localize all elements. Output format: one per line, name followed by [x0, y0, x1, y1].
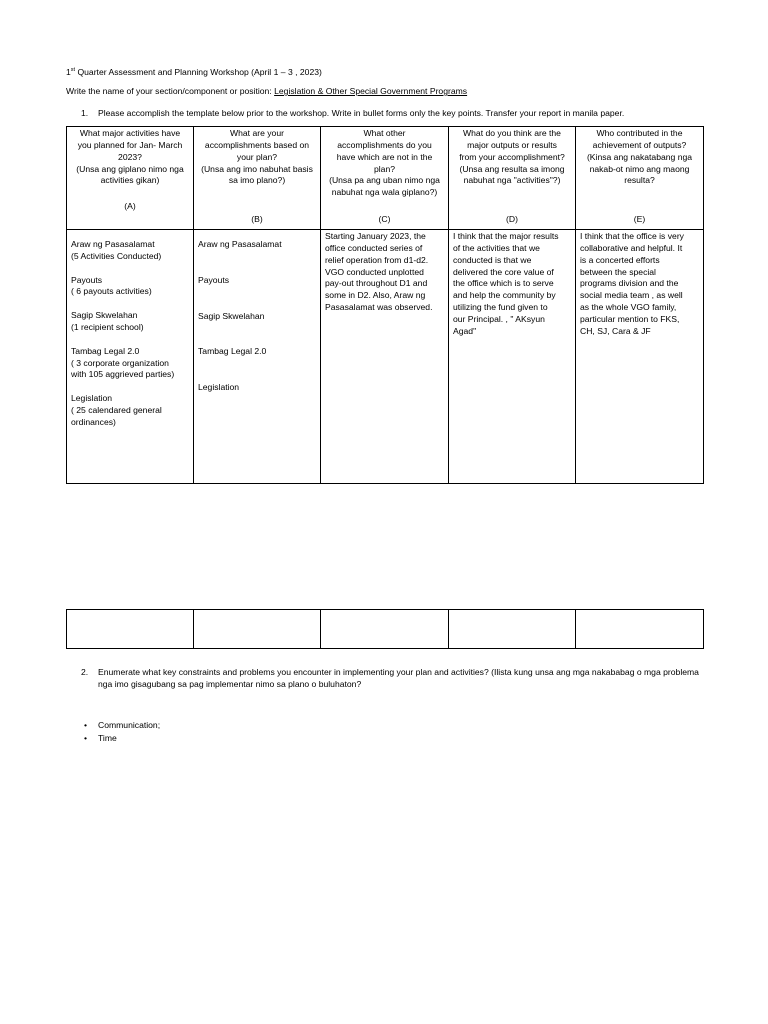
- planning-template-table: [66, 126, 704, 484]
- header-cell-a: [67, 127, 194, 230]
- question-1-number: 1.: [81, 108, 89, 118]
- header-question-b: What are your accomplishments based on your plan? (Unsa ang imo nabuhat basis sa imo plano?): [201, 128, 313, 186]
- header-cell-b: [194, 127, 321, 230]
- empty-template-row: [66, 609, 704, 649]
- answer-text-a: Araw ng Pasasalamat (5 Activities Conducted) Payouts ( 6 payouts activities) Sagip Skwelahan (1 recipient school) Tambag Legal 2.0 ( 3 corporate organization with 105 aggrieved parties) Legislation ( 25 calendared general ordinances): [71, 239, 175, 427]
- header-question-e: Who contributed in the achievement of outputs? (Kinsa ang nakatabang nga nakab-ot nimo ang maong resulta?: [586, 128, 693, 186]
- header-cell-d: [449, 127, 576, 230]
- column-letter-c: (C): [378, 214, 391, 224]
- question-2-text: Enumerate what key constraints and problems you encounter in implementing your plan and activities? (Ilista kung unsa ang mga nakababag o mga problema nga imo gisagubang sa pag implementar nimo sa plano o buluhaton?: [98, 667, 699, 689]
- title-ordinal-suffix: st: [70, 67, 76, 74]
- empty-cell-c: [321, 610, 449, 649]
- answer-text-d: I think that the major results of the activities that we conducted is that we delivered the core value of the office which is to serve and help the community by utilizing the fund given to our Principal. , " AKsyun Agad": [453, 231, 559, 336]
- empty-cell-a: [67, 610, 194, 649]
- workshop-title: [66, 67, 322, 79]
- column-letter-e: (E): [633, 214, 646, 224]
- answer-cell-a: [67, 230, 194, 484]
- question-1-text: Please accomplish the template below prior to the workshop. Write in bullet forms only the key points. Transfer your report in manila paper.: [98, 108, 625, 118]
- table-answer-row: [67, 230, 704, 484]
- empty-cell-b: [194, 610, 321, 649]
- bullet-icon: •: [84, 720, 88, 730]
- constraint-text: Communication;: [98, 720, 161, 730]
- answer-cell-e: [576, 230, 704, 484]
- answer-cell-d: [449, 230, 576, 484]
- bullet-icon: •: [84, 733, 88, 743]
- answer-cell-b: [194, 230, 321, 484]
- question-2-number: 2.: [81, 667, 89, 677]
- answer-text-e: I think that the office is very collaborative and helpful. It is a concerted efforts between the special programs division and the social media team , as well as the whole VGO family, particular mention to FKS, CH, SJ, Cara & JF: [580, 231, 684, 336]
- column-letter-a: (A): [124, 201, 136, 211]
- answer-text-b: Araw ng Pasasalamat Payouts Sagip Skwelahan Tambag Legal 2.0 Legislation: [198, 239, 282, 392]
- constraint-item: [80, 720, 160, 733]
- empty-cell-e: [576, 610, 704, 649]
- column-letter-d: (D): [506, 214, 518, 224]
- table-header-row: [67, 127, 704, 230]
- header-question-d: What do you think are the major outputs or results from your accomplishment? (Unsa ang resulta sa imong nabuhat nga "activities"?): [459, 128, 565, 186]
- header-question-a: What major activities have you planned for Jan- March 2023? (Unsa ang giplano nimo nga activities gikan): [76, 128, 184, 186]
- answer-text-c: Starting January 2023, the office conducted series of relief operation from d1-d2. VGO conducted unplotted pay-out throughout D1 and some in D2. Also, Araw ng Pasasalamat was observed.: [325, 231, 433, 313]
- column-letter-b: (B): [251, 214, 263, 224]
- empty-cell-d: [449, 610, 576, 649]
- header-cell-c: [321, 127, 449, 230]
- section-prompt: Write the name of your section/component or position:: [66, 86, 275, 96]
- title-number: 1: [66, 67, 71, 77]
- section-line: [66, 86, 467, 98]
- header-question-c: What other accomplishments do you have which are not in the plan? (Unsa pa ang uban nimo nga nabuhat nga wala giplano?): [329, 128, 440, 198]
- section-value: Legislation & Other Special Government Programs: [274, 86, 468, 96]
- title-text: Quarter Assessment and Planning Workshop (April 1 – 3 , 2023): [75, 67, 322, 77]
- constraint-item: [80, 733, 160, 746]
- constraint-text: Time: [98, 733, 117, 743]
- header-cell-e: [576, 127, 704, 230]
- empty-row: [67, 610, 704, 649]
- answer-cell-c: [321, 230, 449, 484]
- constraints-list: [80, 720, 160, 746]
